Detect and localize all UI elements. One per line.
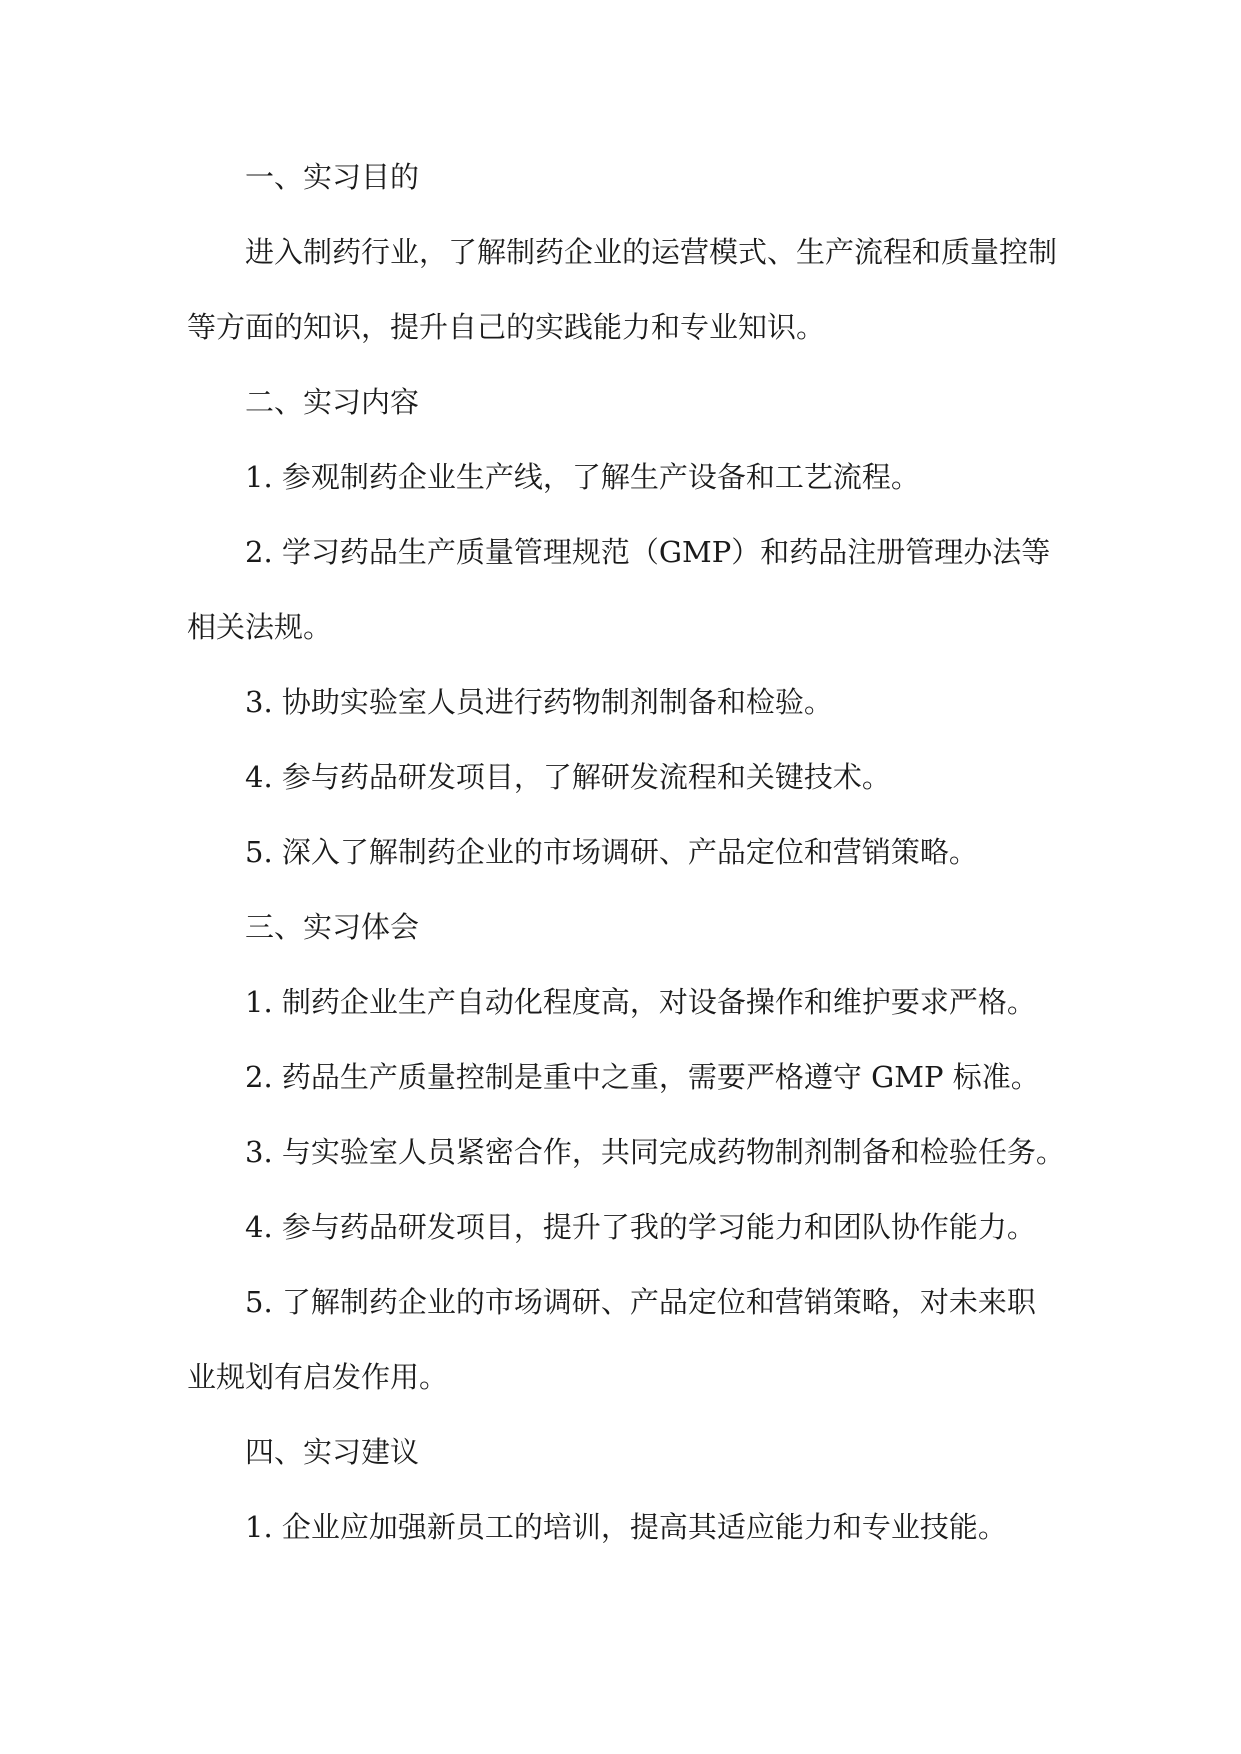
experience-item-5: 5. 了解制药企业的市场调研、产品定位和营销策略，对未来职业规划有启发作用。	[187, 1285, 1036, 1394]
section-heading-suggestions: 四、实习建议	[245, 1435, 420, 1469]
section-heading-content: 二、实习内容	[245, 385, 420, 419]
paragraph-purpose: 进入制药行业，了解制药企业的运营模式、生产流程和质量控制等方面的知识，提升自己的实践能力和专业知识。	[187, 235, 1058, 344]
section-heading-experience: 三、实习体会	[245, 910, 420, 944]
suggestion-item-1: 1. 企业应加强新员工的培训，提高其适应能力和专业技能。	[245, 1510, 1007, 1544]
content-item-4: 4. 参与药品研发项目，了解研发流程和关键技术。	[245, 760, 891, 794]
content-item-5: 5. 深入了解制药企业的市场调研、产品定位和营销策略。	[245, 835, 978, 869]
experience-item-1: 1. 制药企业生产自动化程度高，对设备操作和维护要求严格。	[245, 985, 1036, 1019]
document-body	[187, 140, 1065, 1565]
content-item-1: 1. 参观制药企业生产线，了解生产设备和工艺流程。	[245, 460, 920, 494]
content-item-3: 3. 协助实验室人员进行药物制剂制备和检验。	[245, 685, 833, 719]
experience-item-2: 2. 药品生产质量控制是重中之重，需要严格遵守 GMP 标准。	[245, 1060, 1040, 1094]
content-item-2: 2. 学习药品生产质量管理规范（GMP）和药品注册管理办法等相关法规。	[187, 535, 1051, 644]
section-heading-purpose: 一、实习目的	[245, 160, 420, 194]
experience-item-3: 3. 与实验室人员紧密合作，共同完成药物制剂制备和检验任务。	[245, 1135, 1065, 1169]
experience-item-4: 4. 参与药品研发项目，提升了我的学习能力和团队协作能力。	[245, 1210, 1036, 1244]
